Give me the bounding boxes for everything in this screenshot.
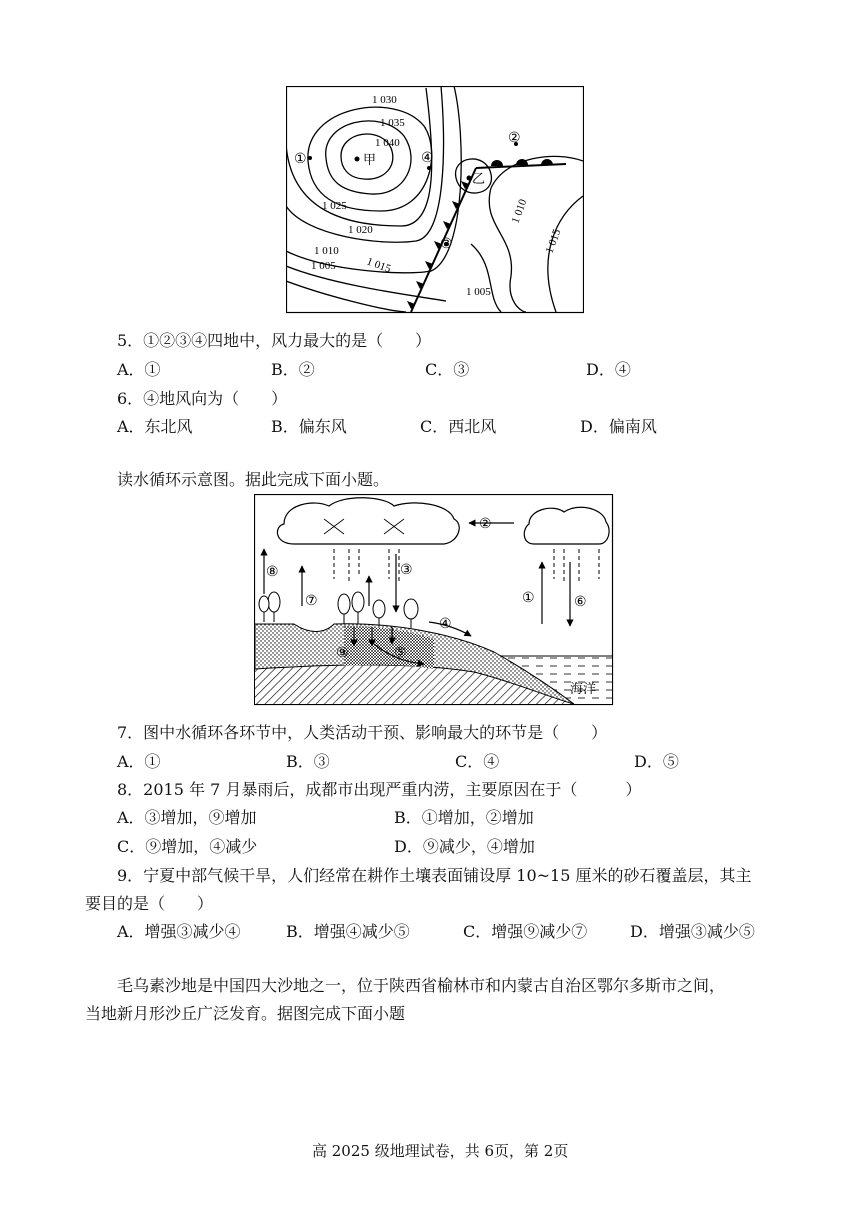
label-4: ④ bbox=[439, 617, 452, 632]
label-2: ② bbox=[479, 517, 492, 532]
q5-stem: 5．①②③④四地中，风力最大的是（ ） bbox=[117, 331, 432, 350]
q7-option-b[interactable]: B．③ bbox=[286, 752, 330, 771]
isobar-label-1040: 1 040 bbox=[375, 137, 400, 149]
point-2: ② bbox=[508, 131, 521, 146]
q7-option-d[interactable]: D．⑤ bbox=[634, 752, 679, 771]
label-1: ① bbox=[522, 591, 535, 606]
q9-stem-line1: 9．宁夏中部气候干旱，人们经常在耕作土壤表面铺设厚 10~15 厘米的砂石覆盖层，其主 bbox=[117, 866, 752, 885]
isobar-label-1015: 1 015 bbox=[364, 255, 393, 276]
isobar-label-1035: 1 035 bbox=[380, 117, 405, 129]
point-1: ① bbox=[294, 152, 307, 167]
intro-desert-line1: 毛乌素沙地是中国四大沙地之一，位于陕西省榆林市和内蒙古自治区鄂尔多斯市之间， bbox=[117, 976, 726, 995]
q8-option-c[interactable]: C．⑨增加，④减少 bbox=[117, 837, 258, 856]
point-4: ④ bbox=[421, 151, 434, 166]
q9-option-d[interactable]: D．增强③减少⑤ bbox=[630, 922, 755, 941]
intro-water-cycle: 读水循环示意图。据此完成下面小题。 bbox=[117, 470, 390, 489]
q9-stem-line2: 要目的是（ ） bbox=[85, 894, 214, 913]
q6-option-b[interactable]: B．偏东风 bbox=[271, 417, 347, 436]
isobar-label-1025: 1 025 bbox=[322, 200, 347, 212]
label-6: ⑥ bbox=[574, 595, 587, 610]
q7-option-c[interactable]: C．④ bbox=[455, 752, 500, 771]
q5-option-d[interactable]: D．④ bbox=[586, 360, 631, 379]
water-cycle-diagram bbox=[254, 494, 614, 706]
isobar-label-1030: 1 030 bbox=[372, 94, 397, 106]
q9-option-b[interactable]: B．增强④减少⑤ bbox=[286, 922, 410, 941]
intro-desert-line2: 当地新月形沙丘广泛发育。据图完成下面小题 bbox=[85, 1004, 406, 1023]
isobar-label-1005: 1 005 bbox=[311, 260, 336, 272]
label-7: ⑦ bbox=[305, 594, 318, 609]
label-5: ⑤ bbox=[394, 646, 407, 661]
q9-option-a[interactable]: A．增强③减少④ bbox=[117, 922, 241, 941]
page-footer: 高 2025 级地理试卷，共 6页，第 2页 bbox=[312, 1142, 569, 1160]
q5-option-c[interactable]: C．③ bbox=[425, 360, 470, 379]
q6-stem: 6．④地风向为（ ） bbox=[117, 389, 288, 408]
isobar-label-1015-right: 1 015 bbox=[543, 227, 564, 256]
q8-option-a[interactable]: A．③增加，⑨增加 bbox=[117, 808, 257, 827]
isobar-label-1020: 1 020 bbox=[348, 224, 373, 236]
sea-label: 海洋 bbox=[570, 681, 597, 696]
center-jia: 甲 bbox=[363, 152, 377, 167]
q6-option-a[interactable]: A．东北风 bbox=[117, 417, 193, 436]
isobar-label-1010: 1 010 bbox=[314, 245, 339, 257]
point-3: ③ bbox=[440, 237, 453, 252]
q7-stem: 7．图中水循环各环节中，人类活动干预、影响最大的环节是（ ） bbox=[117, 723, 608, 742]
center-yi: 乙 bbox=[472, 171, 486, 186]
isobar-map bbox=[286, 86, 584, 314]
label-3: ③ bbox=[400, 563, 413, 578]
isobar-label-1010-right: 1 010 bbox=[509, 197, 530, 226]
q6-option-c[interactable]: C．西北风 bbox=[420, 417, 497, 436]
label-8: ⑧ bbox=[266, 565, 279, 580]
q8-stem: 8．2015 年 7 月暴雨后，成都市出现严重内涝，主要原因在于（ ） bbox=[117, 780, 642, 799]
q7-option-a[interactable]: A．① bbox=[117, 752, 161, 771]
isobar-label-1005-bottom: 1 005 bbox=[466, 286, 491, 298]
q5-option-b[interactable]: B．② bbox=[271, 360, 315, 379]
q8-option-d[interactable]: D．⑨减少，④增加 bbox=[394, 837, 535, 856]
q9-option-c[interactable]: C．增强⑨减少⑦ bbox=[463, 922, 588, 941]
q8-option-b[interactable]: B．①增加，②增加 bbox=[394, 808, 534, 827]
label-9: ⑨ bbox=[336, 646, 349, 661]
q6-option-d[interactable]: D．偏南风 bbox=[580, 417, 657, 436]
q5-option-a[interactable]: A．① bbox=[117, 360, 161, 379]
